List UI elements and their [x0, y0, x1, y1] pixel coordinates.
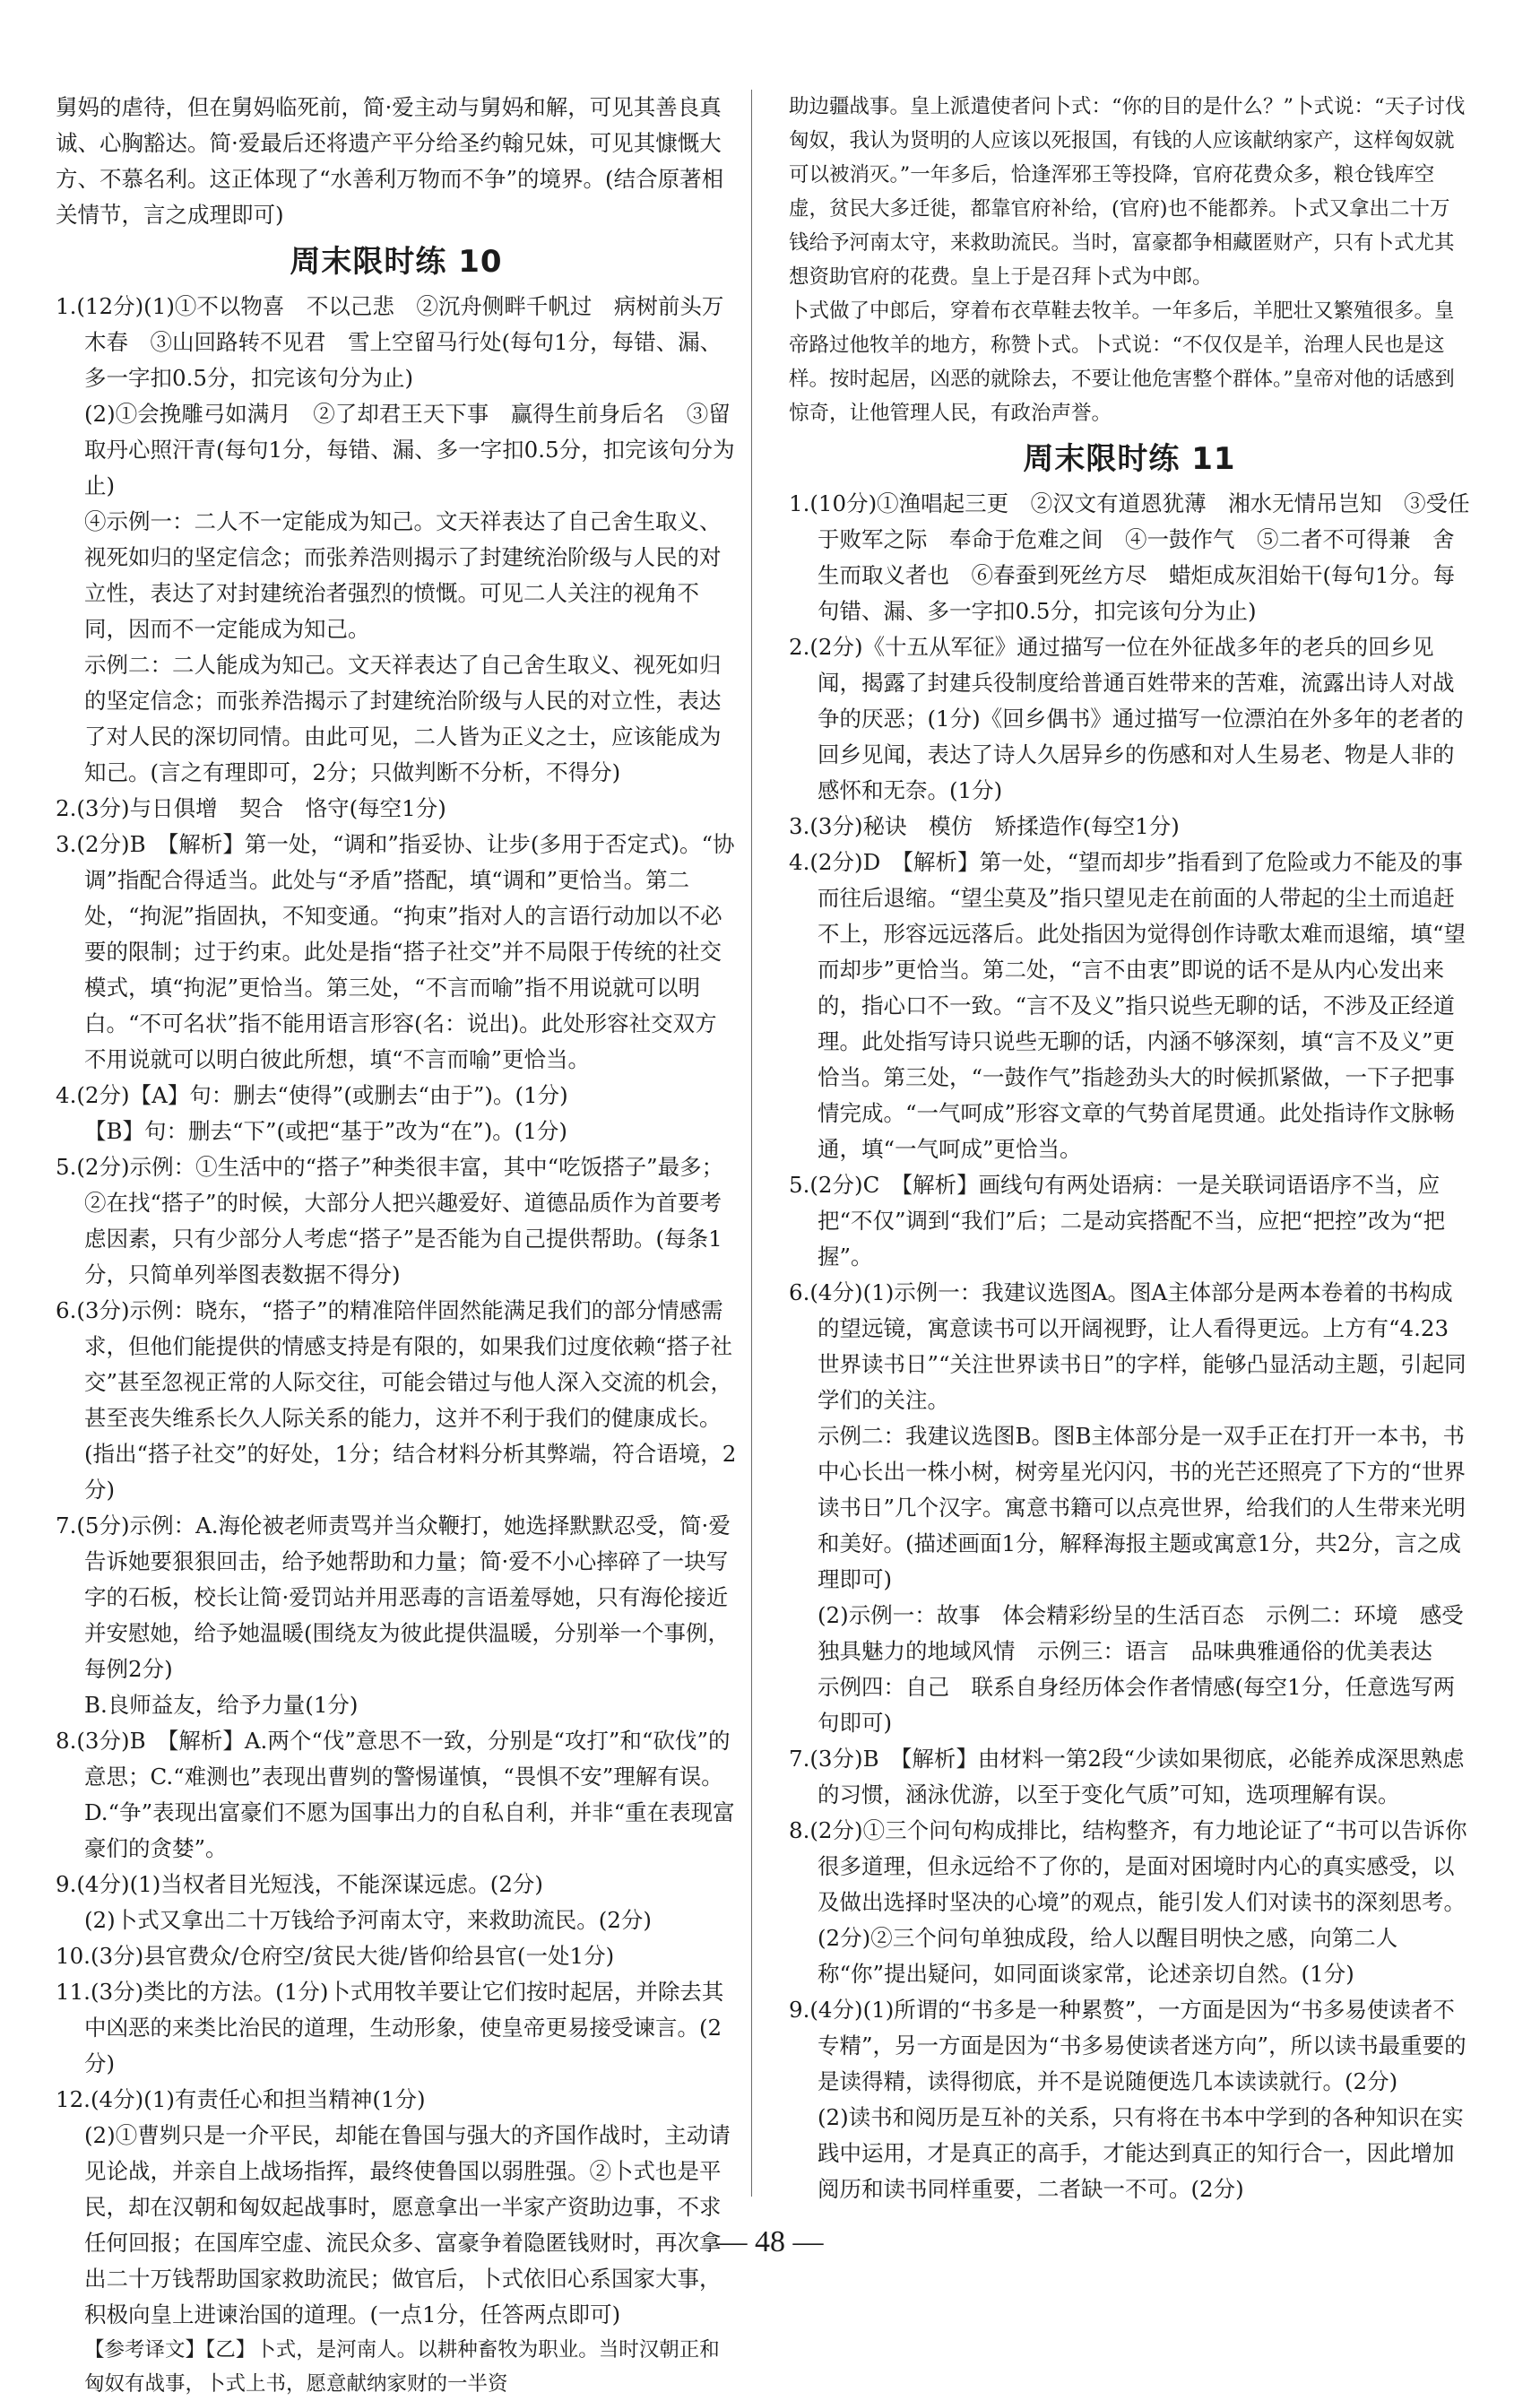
- answer-item: 2.(3分)与日俱增 契合 恪守(每空1分): [56, 795, 446, 821]
- left-intro: 舅妈的虐待，但在舅妈临死前，简·爱主动与舅妈和解，可见其善良真诚、心胸豁达。简·爱最后还将遗产平分给圣约翰兄妹，可见其慷慨大方、不慕名利。这正体现了“水善利万物而不争”的境界。(结合原著相关情节，言之成理即可): [56, 94, 724, 228]
- answer-item: 4.(2分)【A】句：删去“使得”(或删去“由于”)。(1分): [56, 1082, 568, 1108]
- right-intro-2: 卜式做了中郎后，穿着布衣草鞋去牧羊。一年多后，羊肥壮又繁殖很多。皇帝路过他牧羊的地方，称赞卜式。卜式说：“不仅仅是羊，治理人民也是这样。按时起居，凶恶的就除去，不要让他危害整个群体。”皇帝对他的话感到惊奇，让他管理人民，有政治声誉。: [789, 299, 1455, 425]
- answer-item: 示例二：二人能成为知己。文天祥表达了自己舍生取义、视死如归的坚定信念；而张养浩揭示了封建统治阶级与人民的对立性，表达了对人民的深切同情。由此可见，二人皆为正义之士，应该能成为知己。(言之有理即可，2分；只做判断不分析，不得分): [84, 652, 722, 785]
- answer-item: (2)①曹刿只是一介平民，却能在鲁国与强大的齐国作战时，主动请见论战，并亲自上战场指挥，最终使鲁国以弱胜强。②卜式也是平民，却在汉朝和匈奴起战事时，愿意拿出一半家产资助边事，不求任何回报；在国库空虚、流民众多、富豪争着隐匿钱财时，再次拿出二十万钱帮助国家救助流民；做官后，卜式依旧心系国家大事，积极向皇上进谏治国的道理。(一点1分，任答两点即可): [84, 2122, 731, 2327]
- answer-item: 3.(2分)B 【解析】第一处，“调和”指妥协、让步(多用于否定式)。“协调”指配合得适当。此处与“矛盾”搭配，填“调和”更恰当。第二处，“拘泥”指固执，不知变通。“拘束”指对人的言语行动加以不必要的限制；过于约束。此处是指“搭子社交”并不局限于传统的社交模式，填“拘泥”更恰当。第三处，“不言而喻”指不用说就可以明白。“不可名状”指不能用语言形容(名：说出)。此处形容社交双方不用说就可以明白彼此所想，填“不言而喻”更恰当。: [56, 831, 735, 1072]
- answer-item: 7.(3分)B 【解析】由材料一第2段“少读如果彻底，必能养成深思熟虑的习惯，涵泳优游，以至于变化气质”可知，选项理解有误。: [789, 1746, 1465, 1807]
- answer-item: 7.(5分)示例：A.海伦被老师责骂并当众鞭打，她选择默默忍受，简·爱告诉她要狠狠回击，给予她帮助和力量；简·爱不小心摔碎了一块写字的石板，校长让简·爱罚站并用恶毒的言语羞辱她，只有海伦接近并安慰她，给予她温暖(围绕友为彼此提供温暖，分别举一个事例，每例2分): [56, 1513, 731, 1682]
- answer-item: (2)①会挽雕弓如满月 ②了却君王天下事 赢得生前身后名 ③留取丹心照汗青(每句1分，每错、漏、多一字扣0.5分，扣完该句分为止): [84, 401, 735, 498]
- answer-item: 4.(2分)D 【解析】第一处，“望而却步”指看到了危险或力不能及的事而往后退缩。“望尘莫及”指只望见走在前面的人带起的尘土而追赶不上，形容远远落后。此处指因为觉得创作诗歌太难而退缩，填“望而却步”更恰当。第二处，“言不由衷”即说的话不是从内心发出来的，指心口不一致。“言不及义”指只说些无聊的话，不涉及正经道理。此处指写诗只说些无聊的话，内涵不够深刻，填“言不及义”更恰当。第三处，“一鼓作气”指趁劲头大的时候抓紧做，一下子把事情完成。“一气呵成”形容文章的气势首尾贯通。此处指诗作文脉畅通，填“一气呵成”更恰当。: [789, 849, 1466, 1162]
- answer-item: (2)读书和阅历是互补的关系，只有将在书本中学到的各种知识在实践中运用，才是真正的高手，才能达到真正的知行合一，因此增加阅历和读书同样重要，二者缺一不可。(2分): [818, 2104, 1464, 2202]
- answer-item: 1.(10分)①渔唱起三更 ②汉文有道恩犹薄 湘水无情吊岂知 ③受任于败军之际 奉命于危难之间 ④一鼓作气 ⑤二者不可得兼 舍生而取义者也 ⑥春蚕到死丝方尽 蜡炬成灰泪始干(每句1分。每句错、漏、多一字扣0.5分，扣完该句分为止): [789, 490, 1470, 624]
- reference-translation: 【参考译文】【乙】卜式，是河南人。以耕种畜牧为职业。当时汉朝正和匈奴有战事，卜式上书，愿意献纳家财的一半资: [84, 2338, 720, 2396]
- answer-item: 10.(3分)县官费众/仓府空/贫民大徙/皆仰给县官(一处1分): [56, 1943, 615, 1969]
- answer-item: 示例二：我建议选图B。图B主体部分是一双手正在打开一本书，书中心长出一株小树，树旁星光闪闪，书的光芒还照亮了下方的“世界读书日”几个汉字。寓意书籍可以点亮世界，给我们的人生带来光明和美好。(描述画面1分，解释海报主题或寓意1分，共2分，言之成理即可): [818, 1423, 1466, 1592]
- answer-item: 8.(3分)B 【解析】A.两个“伐”意思不一致，分别是“攻打”和“砍伐”的意思；C.“难测也”表现出曹刿的警惕谨慎，“畏惧不安”理解有误。D.“争”表现出富豪们不愿为国事出力的自私自利，并非“重在表现富豪们的贪婪”。: [56, 1728, 735, 1861]
- section-title-10: 周末限时练 10: [290, 244, 503, 280]
- answer-item: 12.(4分)(1)有责任心和担当精神(1分): [56, 2086, 426, 2112]
- answer-item: 6.(4分)(1)示例一：我建议选图A。图A主体部分是两本卷着的书构成的望远镜，寓意读书可以开阔视野，让人看得更远。上方有“4.23 世界读书日”“关注世界读书日”的字样，能够凸显活动主题，引起同学们的关注。: [789, 1279, 1466, 1413]
- answer-item: 5.(2分)C 【解析】画线句有两处语病：一是关联词语语序不当，应把“不仅”调到“我们”后；二是动宾搭配不当，应把“把控”改为“把握”。: [789, 1172, 1446, 1270]
- answer-item: 5.(2分)示例：①生活中的“搭子”种类很丰富，其中“吃饭搭子”最多；②在找“搭子”的时候，大部分人把兴趣爱好、道德品质作为首要考虑因素，只有少部分人考虑“搭子”是否能为自己提供帮助。(每条1分，只简单列举图表数据不得分): [56, 1154, 724, 1287]
- answer-item: ④示例一：二人不一定能成为知己。文天祥表达了自己舍生取义、视死如归的坚定信念；而张养浩则揭示了封建统治阶级与人民的对立性，表达了对封建统治者强烈的愤慨。可见二人关注的视角不同，因而不一定能成为知己。: [84, 508, 722, 642]
- answer-item: 8.(2分)①三个问句构成排比，结构整齐，有力地论证了“书可以告诉你很多道理，但永远给不了你的，是面对困境时内心的真实感受，以及做出选择时坚决的心境”的观点，能引发人们对读书的深刻思考。(2分)②三个问句单独成段，给人以醒目明快之感，向第二人称“你”提出疑问，如同面谈家常，论述亲切自然。(1分): [789, 1817, 1467, 1987]
- answer-item: (2)示例一：故事 体会精彩纷呈的生活百态 示例二：环境 感受独具魅力的地域风情 示例三：语言 品味典雅通俗的优美表达 示例四：自己 联系自身经历体会作者情感(每空1分，任意选写两句即可): [818, 1602, 1464, 1736]
- answer-item: 【B】句：删去“下”(或把“基于”改为“在”)。(1分): [84, 1118, 567, 1144]
- answer-item: 6.(3分)示例：晓东，“搭子”的精准陪伴固然能满足我们的部分情感需求，但他们能提供的情感支持是有限的，如果我们过度依赖“搭子社交”甚至忽视正常的人际交往，可能会错过与他人深入交流的机会，甚至丧失维系长久人际关系的能力，这并不利于我们的健康成长。(指出“搭子社交”的好处，1分；结合材料分析其弊端，符合语境，2分): [56, 1297, 737, 1503]
- answer-item: B.良师益友，给予力量(1分): [84, 1692, 359, 1718]
- right-column: [789, 90, 1470, 2207]
- answer-item: 2.(2分)《十五从军征》通过描写一位在外征战多年的老兵的回乡见闻，揭露了封建兵役制度给普通百姓带来的苦难，流露出诗人对战争的厌恶；(1分)《回乡偶书》通过描写一位漂泊在外多年的老者的回乡见闻，表达了诗人久居异乡的伤感和对人生易老、物是人非的感怀和无奈。(1分): [789, 634, 1464, 803]
- section-title-11: 周末限时练 11: [1023, 441, 1236, 477]
- answer-item: 9.(4分)(1)所谓的“书多是一种累赘”，一方面是因为“书多易使读者不专精”，另一方面是因为“书多易使读者迷方向”，所以读书最重要的是读得精，读得彻底，并不是说随便选几本读读就行。(2分): [789, 1997, 1466, 2094]
- answer-item: 11.(3分)类比的方法。(1分)卜式用牧羊要让它们按时起居，并除去其中凶恶的来类比治民的道理，生动形象，使皇帝更易接受谏言。(2分): [56, 1979, 724, 2076]
- left-column: [56, 90, 737, 2401]
- answer-item: 9.(4分)(1)当权者目光短浅，不能深谋远虑。(2分): [56, 1871, 543, 1897]
- answer-item: 3.(3分)秘诀 模仿 矫揉造作(每空1分): [789, 813, 1180, 839]
- answer-item: 1.(12分)(1)①不以物喜 不以己悲 ②沉舟侧畔千帆过 病树前头万木春 ③山回路转不见君 雪上空留马行处(每句1分，每错、漏、多一字扣0.5分，扣完该句分为止): [56, 293, 724, 391]
- answer-item: (2)卜式又拿出二十万钱给予河南太守，来救助流民。(2分): [84, 1907, 652, 1933]
- page-number: — 48 —: [716, 2225, 824, 2258]
- column-divider: [751, 90, 752, 2197]
- right-intro: 助边疆战事。皇上派遣使者问卜式：“你的目的是什么？”卜式说：“天子讨伐匈奴，我认为贤明的人应该以死报国，有钱的人应该献纳家产，这样匈奴就可以被消灭。”一年多后，恰逢浑邪王等投降，官府花费众多，粮仓钱库空虚，贫民大多迁徙，都靠官府补给，(官府)也不能都养。卜式又拿出二十万钱给予河南太守，来救助流民。当时，富豪都争相藏匿财产，只有卜式尤其想资助官府的花费。皇上于是召拜卜式为中郎。: [789, 95, 1466, 289]
